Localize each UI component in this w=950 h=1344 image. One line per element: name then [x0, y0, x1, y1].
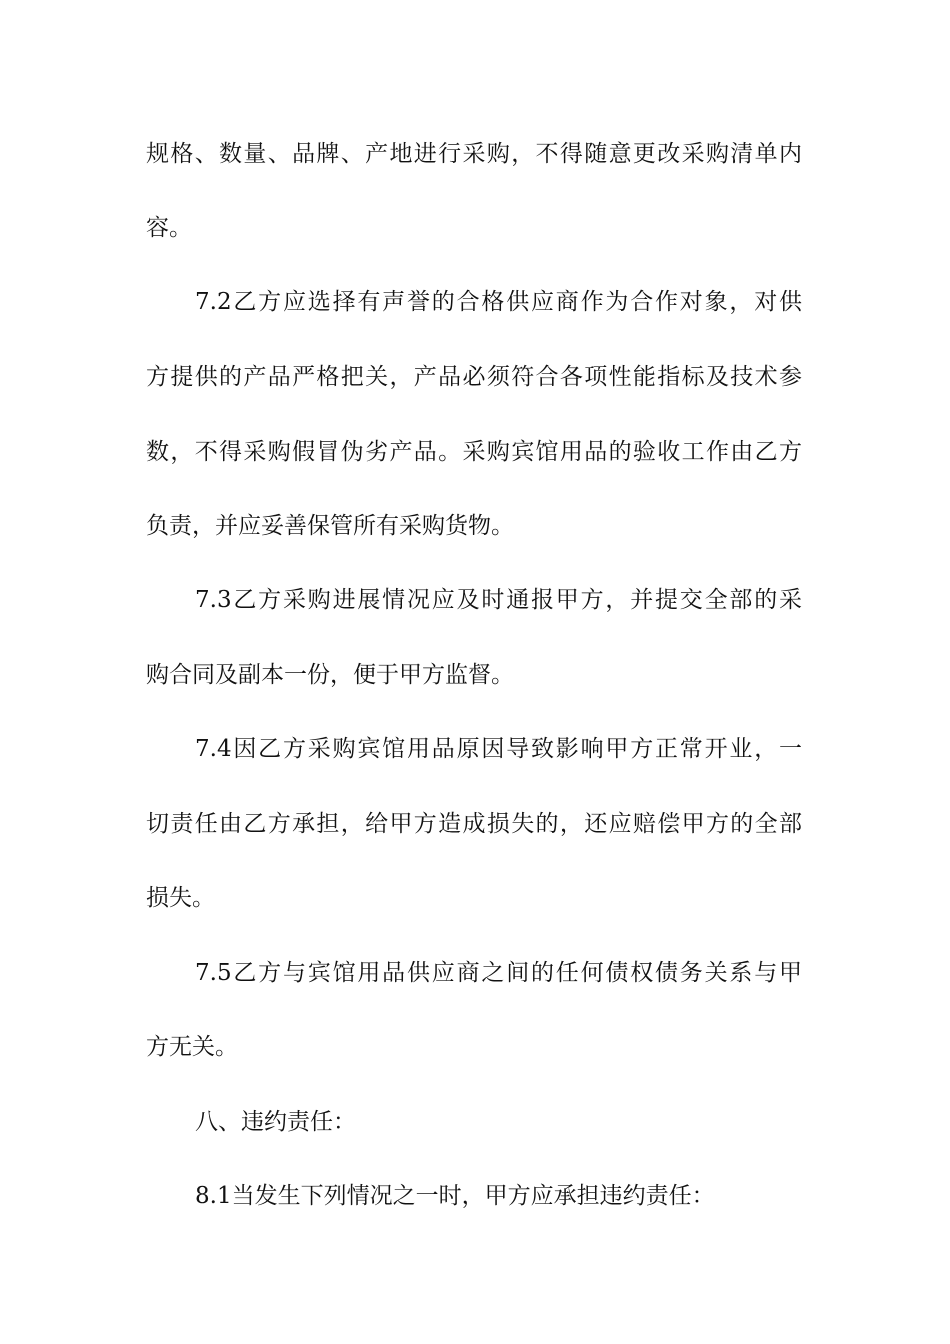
paragraph-7-3-line-2: 购合同及副本一份，便于甲方监督。	[146, 662, 514, 688]
paragraph-7-2-line-1: 7.2乙方应选择有声誉的合格供应商作为合作对象，对供	[195, 289, 802, 315]
paragraph-7-5-line-2: 方无关。	[146, 1034, 238, 1060]
paragraph-7-4-line-2: 切责任由乙方承担，给甲方造成损失的，还应赔偿甲方的全部	[146, 811, 802, 837]
section-8-heading: 八、违约责任：	[195, 1109, 356, 1135]
paragraph-7-2-line-3: 数，不得采购假冒伪劣产品。采购宾馆用品的验收工作由乙方	[146, 439, 802, 465]
paragraph-7-4-line-1: 7.4因乙方采购宾馆用品原因导致影响甲方正常开业，一	[195, 736, 802, 762]
paragraph-7-5-line-1: 7.5乙方与宾馆用品供应商之间的任何债权债务关系与甲	[195, 960, 802, 986]
paragraph-7-4-line-3: 损失。	[146, 885, 215, 911]
paragraph-8-1-line-1: 8.1当发生下列情况之一时，甲方应承担违约责任：	[195, 1183, 715, 1209]
paragraph-7-2-line-4: 负责，并应妥善保管所有采购货物。	[146, 513, 514, 539]
paragraph-7-1-line-2: 容。	[146, 215, 192, 241]
paragraph-7-1-line-1: 规格、数量、品牌、产地进行采购，不得随意更改采购清单内	[146, 141, 802, 167]
paragraph-7-3-line-1: 7.3乙方采购进展情况应及时通报甲方，并提交全部的采	[195, 587, 802, 613]
paragraph-7-2-line-2: 方提供的产品严格把关，产品必须符合各项性能指标及技术参	[146, 364, 802, 390]
